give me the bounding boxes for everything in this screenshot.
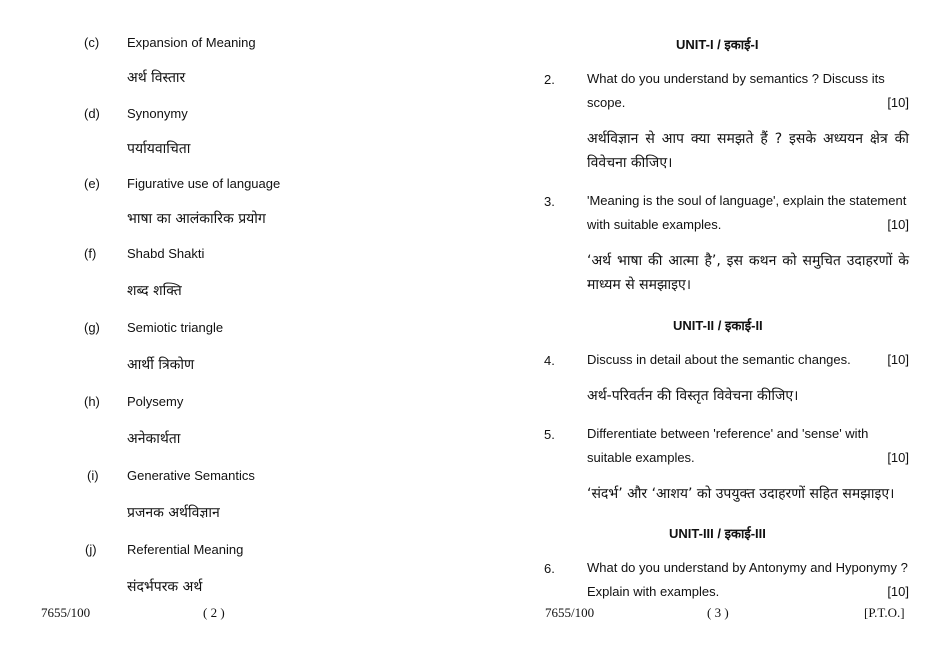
question-number: 5. bbox=[544, 427, 555, 442]
item-label: (e) bbox=[84, 176, 100, 191]
item-english: Polysemy bbox=[127, 394, 184, 409]
item-hindi: शब्द शक्ति bbox=[127, 283, 182, 299]
unit-heading: UNIT-I / इकाई-I bbox=[676, 37, 759, 52]
item-label: (d) bbox=[84, 106, 100, 121]
question-number: 4. bbox=[544, 353, 555, 368]
marks: [10] bbox=[887, 450, 909, 465]
item-english: Shabd Shakti bbox=[127, 246, 205, 261]
pto-label: [P.T.O.] bbox=[864, 605, 905, 620]
page-number: ( 2 ) bbox=[203, 605, 225, 620]
question-text-english bbox=[587, 556, 909, 604]
marks: [10] bbox=[887, 584, 909, 599]
question-english: What do you understand by semantics ? Discuss its scope. bbox=[587, 71, 885, 110]
question-number: 2. bbox=[544, 72, 555, 87]
item-label: (c) bbox=[84, 35, 100, 50]
question-text-hindi: अर्थविज्ञान से आप क्या समझते हैं ? इसके अध्ययन क्षेत्र की विवेचना कीजिए। bbox=[587, 131, 909, 171]
item-hindi: भाषा का आलंकारिक प्रयोग bbox=[127, 211, 266, 227]
item-english: Semiotic triangle bbox=[127, 320, 224, 335]
item-label: (g) bbox=[84, 320, 100, 335]
question-text-hindi: अर्थ-परिवर्तन की विस्तृत विवेचना कीजिए। bbox=[587, 388, 799, 404]
marks: [10] bbox=[887, 352, 909, 367]
question-text-english bbox=[587, 189, 909, 237]
question-text-english bbox=[587, 348, 909, 372]
item-label: (h) bbox=[84, 394, 100, 409]
paper-code: 7655/100 bbox=[545, 605, 595, 620]
question-text-hindi: ‘संदर्भ’ और ‘आशय’ को उपयुक्त उदाहरणों सहित समझाइए। bbox=[587, 486, 895, 502]
question-number: 3. bbox=[544, 194, 555, 209]
item-hindi: आर्थी त्रिकोण bbox=[127, 357, 195, 373]
item-hindi: पर्यायवाचिता bbox=[127, 141, 191, 157]
question-english: Differentiate between 'reference' and 'sense' with suitable examples. bbox=[587, 426, 869, 465]
question-text-english bbox=[587, 67, 909, 115]
item-english: Expansion of Meaning bbox=[127, 35, 256, 50]
item-english: Figurative use of language bbox=[127, 176, 281, 191]
item-hindi: अर्थ विस्तार bbox=[127, 70, 186, 86]
question-english: Discuss in detail about the semantic changes. bbox=[587, 352, 851, 367]
item-label: (f) bbox=[84, 246, 97, 261]
page-number: ( 3 ) bbox=[707, 605, 729, 620]
question-number: 6. bbox=[544, 561, 555, 576]
item-label: (i) bbox=[87, 468, 99, 483]
unit-heading: UNIT-III / इकाई-III bbox=[669, 526, 766, 541]
item-hindi: संदर्भपरक अर्थ bbox=[127, 579, 203, 595]
unit-heading: UNIT-II / इकाई-II bbox=[673, 318, 763, 333]
item-english: Synonymy bbox=[127, 106, 188, 121]
item-english: Generative Semantics bbox=[127, 468, 255, 483]
item-english: Referential Meaning bbox=[127, 542, 244, 557]
paper-code: 7655/100 bbox=[41, 605, 91, 620]
question-text-english bbox=[587, 422, 909, 470]
marks: [10] bbox=[887, 95, 909, 110]
marks: [10] bbox=[887, 217, 909, 232]
item-label: (j) bbox=[85, 542, 97, 557]
question-text-hindi: ‘अर्थ भाषा की आत्मा है’, इस कथन को समुचित उदाहरणों के माध्यम से समझाइए। bbox=[587, 253, 909, 293]
item-hindi: प्रजनक अर्थविज्ञान bbox=[127, 505, 220, 521]
item-hindi: अनेकार्थता bbox=[127, 431, 181, 447]
question-english: 'Meaning is the soul of language', explain the statement with suitable examples. bbox=[587, 193, 907, 232]
question-english: What do you understand by Antonymy and Hyponymy ? Explain with examples. bbox=[587, 560, 908, 599]
